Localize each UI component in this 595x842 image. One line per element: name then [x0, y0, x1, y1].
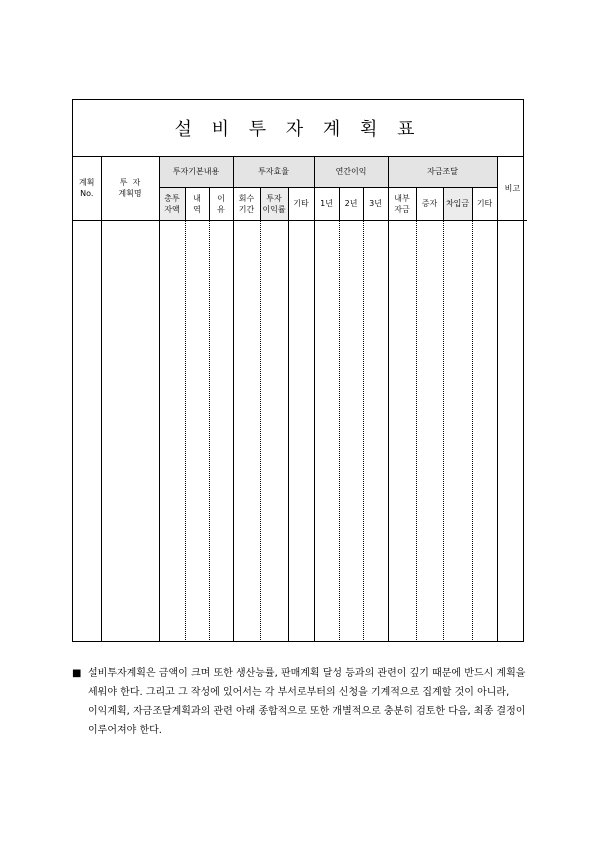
header-payback-line1: 회수: [238, 193, 255, 203]
cell-funding-other[interactable]: [472, 220, 497, 642]
header-plan-name-line1: 투 자: [119, 178, 141, 188]
header-group-profit: 연간이익: [314, 157, 388, 187]
cell-detail[interactable]: [185, 220, 209, 642]
header-detail-line2: 역: [193, 204, 201, 214]
cell-reason[interactable]: [209, 220, 233, 642]
investment-plan-table: [73, 157, 527, 642]
cell-payback[interactable]: [233, 220, 260, 642]
cell-year1[interactable]: [314, 220, 339, 642]
header-plan-no: [73, 157, 101, 220]
header-total-amount-line2: 자액: [164, 204, 180, 214]
header-detail-line1: 내: [193, 193, 201, 203]
header-effect-other: 기타: [288, 187, 314, 220]
header-payback-line2: 기간: [238, 204, 255, 214]
header-year1: 1년: [314, 187, 339, 220]
cell-borrowing[interactable]: [443, 220, 472, 642]
header-reason-line2: 유: [217, 204, 225, 214]
header-group-funding: 자금조달: [388, 157, 497, 187]
cell-internal-funds[interactable]: [388, 220, 416, 642]
cell-remarks[interactable]: [497, 220, 527, 642]
header-plan-name-line2: 계획명: [118, 189, 142, 199]
header-plan-name: [101, 157, 159, 220]
header-reason-line1: 이: [217, 193, 225, 203]
header-total-amount-line1: 총투: [164, 193, 180, 203]
header-roi: [260, 187, 288, 220]
cell-year2[interactable]: [339, 220, 363, 642]
header-roi-line2: 이익률: [262, 204, 286, 214]
cell-year3[interactable]: [363, 220, 388, 642]
header-borrowing: 차입금: [443, 187, 472, 220]
header-plan-no-line1: 계획: [79, 178, 95, 188]
header-year2: 2년: [339, 187, 363, 220]
header-group-content: 투자기본내용: [159, 157, 233, 187]
header-group-effect: 투자효율: [233, 157, 314, 187]
header-capital-increase: 증자: [416, 187, 443, 220]
cell-effect-other[interactable]: [288, 220, 314, 642]
note-text: 설비투자계획은 금액이 크며 또한 생산능률, 판매계획 달성 등과의 관련이 깊기 때문에 반드시 계획을 세워야 한다. 그리고 그 작성에 있어서는 각 부서로부터의 신청을 기계적으로 집계할 것이 아니라, 이익계획, 자금조달계획과의 관련 아래 종합적으로 또한 개별적으로 충분히 검토한 다음, 최종 결정이 이루어져야 한다.: [88, 668, 526, 736]
header-remarks: 비고: [497, 157, 527, 220]
header-payback: [233, 187, 260, 220]
header-reason: [209, 187, 233, 220]
note-bullet: ■: [72, 668, 82, 679]
header-internal-funds-line1: 내부: [394, 193, 410, 203]
header-plan-no-line2: No.: [80, 189, 94, 199]
cell-total-amount[interactable]: [159, 220, 185, 642]
header-internal-funds-line2: 자금: [394, 204, 410, 214]
header-total-amount: [159, 187, 185, 220]
header-detail: [185, 187, 209, 220]
form-title: 설 비 투 자 계 획 표: [73, 100, 523, 157]
header-roi-line1: 투자: [266, 193, 282, 203]
cell-capital-increase[interactable]: [416, 220, 443, 642]
header-internal-funds: [388, 187, 416, 220]
cell-plan-name[interactable]: [101, 220, 159, 642]
header-funding-other: 기타: [472, 187, 497, 220]
header-year3: 3년: [363, 187, 388, 220]
investment-plan-form: [72, 99, 524, 642]
cell-plan-no[interactable]: [73, 220, 101, 642]
cell-roi[interactable]: [260, 220, 288, 642]
note-paragraph: [72, 664, 528, 740]
